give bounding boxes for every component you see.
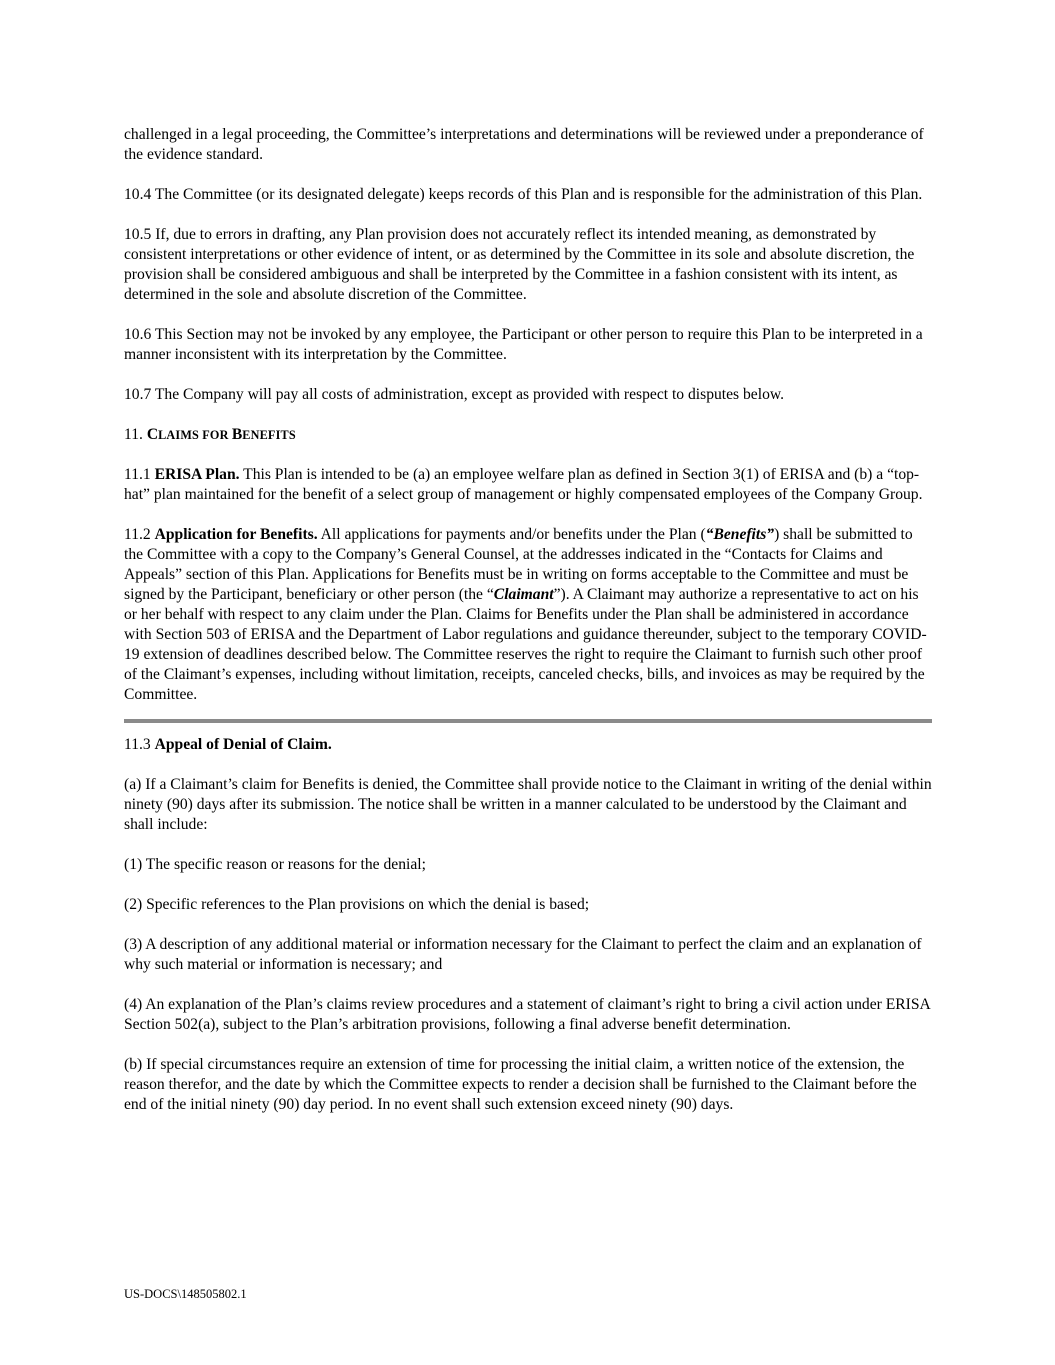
paragraph-10-6: 10.6 This Section may not be invoked by any employee, the Participant or other person to require this Plan to be interpreted in a manner inconsistent with its interpretation by the Committee. (124, 326, 923, 363)
section-number: 11. (124, 426, 147, 443)
list-item-3: (3) A description of any additional material or information necessary for the Claimant to perfect the claim and an explanation of why such material or information is necessary; and (124, 936, 922, 973)
paragraph-11-3: 11.3 Appeal of Denial of Claim. (124, 736, 332, 753)
paragraph-continuation: challenged in a legal proceeding, the Committee’s interpretations and determinations will be reviewed under a preponderance of the evidence standard. (124, 126, 924, 163)
defined-term-claimant: Claimant (493, 586, 554, 603)
list-item-2: (2) Specific references to the Plan provisions on which the denial is based; (124, 896, 590, 913)
heading-application-for-benefits: Application for Benefits. (154, 526, 318, 543)
section-11-heading: 11. CLAIMS FOR BENEFITS (124, 426, 296, 443)
paragraph-11-2: 11.2 Application for Benefits. All applications for payments and/or benefits under the Plan (“Benefits”) shall be submitted to the Committee with a copy to the Company’s General Counsel, at the addresses indicated in the “Contacts for Claims and Appeals” section of this Plan. Applications for Benefits must be in writing on forms acceptable to the Committee and must be signed by the Participant, beneficiary or other person (the “Claimant”). A Claimant may authorize a representative to act on his or her behalf with respect to any claim under the Plan. Claims for Benefits under the Plan shall be administered in accordance with Section 503 of ERISA and the Department of Labor regulations and guidance thereunder, subject to the temporary COVID-19 extension of deadlines described below. The Committee reserves the right to require the Claimant to furnish such other proof of the Claimant’s expenses, including without limitation, receipts, canceled checks, bills, and invoices as may be required by the Committee. (124, 526, 927, 703)
list-item-1: (1) The specific reason or reasons for the denial; (124, 856, 426, 873)
heading-appeal-of-denial: Appeal of Denial of Claim. (154, 736, 332, 753)
list-item-4: (4) An explanation of the Plan’s claims review procedures and a statement of claimant’s right to bring a civil action under ERISA Section 502(a), subject to the Plan’s arbitration provisions, following a final adverse benefit determination. (124, 996, 930, 1033)
defined-term-benefits: “Benefits” (705, 526, 775, 543)
paragraph-a: (a) If a Claimant’s claim for Benefits is denied, the Committee shall provide notice to the Claimant in writing of the denial within ninety (90) days after its submission. The notice shall be written in a manner calculated to be understood by the Claimant and shall include: (124, 776, 932, 833)
page-divider (124, 719, 932, 723)
document-body (124, 125, 932, 1135)
paragraph-11-1: 11.1 ERISA Plan. This Plan is intended to be (a) an employee welfare plan as defined in Section 3(1) of ERISA and (b) a “top-hat” plan maintained for the benefit of a select group of management or highly compensated employees of the Company Group. (124, 466, 923, 503)
paragraph-10-4: 10.4 The Committee (or its designated delegate) keeps records of this Plan and is responsible for the administration of this Plan. (124, 186, 923, 203)
paragraph-b: (b) If special circumstances require an extension of time for processing the initial claim, a written notice of the extension, the reason therefor, and the date by which the Committee expects to render a decision shall be furnished to the Claimant before the end of the initial ninety (90) day period. In no event shall such extension exceed ninety (90) days. (124, 1056, 917, 1113)
paragraph-10-5: 10.5 If, due to errors in drafting, any Plan provision does not accurately reflect its intended meaning, as demonstrated by consistent interpretations or other evidence of intent, or as determined by the Committee in its sole and absolute discretion, the provision shall be considered ambiguous and shall be interpreted by the Committee in a fashion consistent with its intent, as determined in the sole and absolute discretion of the Committee. (124, 226, 915, 303)
document-id-footer: US-DOCS\148505802.1 (124, 1287, 247, 1301)
paragraph-10-7: 10.7 The Company will pay all costs of administration, except as provided with respect to disputes below. (124, 386, 785, 403)
heading-erisa-plan: ERISA Plan. (154, 466, 240, 483)
